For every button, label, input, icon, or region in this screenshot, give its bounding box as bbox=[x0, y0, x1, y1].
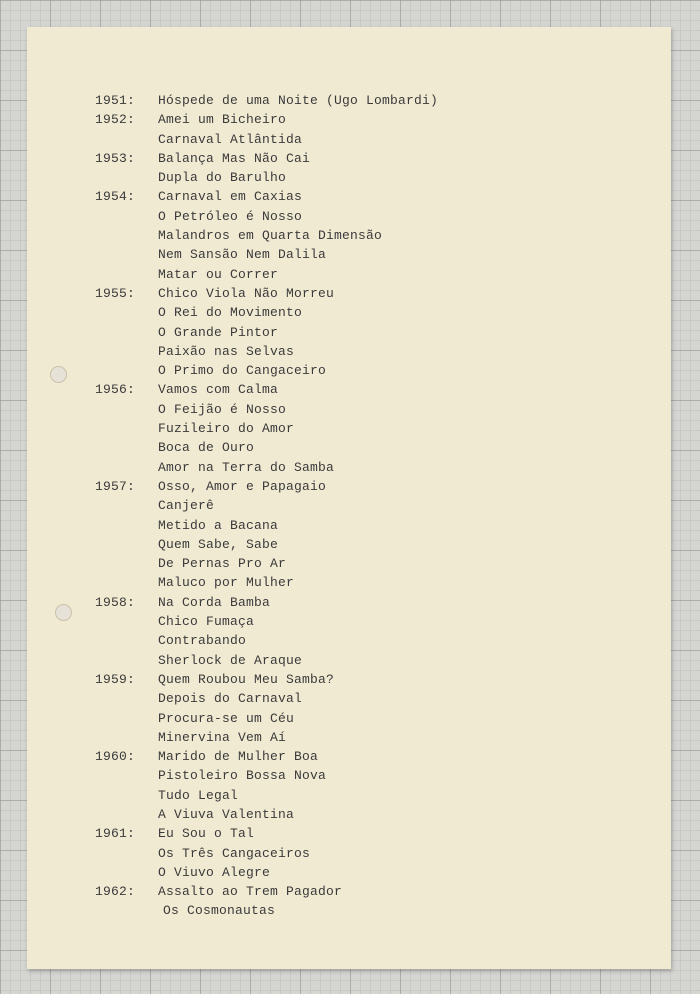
film-title: Amei um Bicheiro bbox=[158, 112, 287, 128]
list-item bbox=[27, 149, 671, 168]
list-item bbox=[27, 689, 671, 708]
film-title: Maluco por Mulher bbox=[158, 575, 295, 591]
year-label: 1960: bbox=[95, 749, 136, 765]
year-label: 1962: bbox=[95, 884, 136, 900]
year-label: 1951: bbox=[95, 93, 136, 108]
film-title: Hóspede de uma Noite (Ugo Lombardi) bbox=[158, 93, 439, 108]
list-item bbox=[27, 670, 671, 689]
film-title: Procura-se um Céu bbox=[158, 710, 295, 726]
film-title: Tudo Legal bbox=[158, 787, 239, 803]
list-item bbox=[27, 612, 671, 631]
list-item bbox=[27, 786, 671, 805]
list-item bbox=[27, 110, 671, 129]
list-item bbox=[27, 323, 671, 342]
list-item bbox=[27, 824, 671, 843]
list-item bbox=[27, 342, 671, 361]
film-title: O Grande Pintor bbox=[158, 324, 279, 340]
film-title: O Petróleo é Nosso bbox=[158, 208, 303, 224]
list-item bbox=[27, 516, 671, 535]
year-label: 1961: bbox=[95, 826, 136, 842]
list-item bbox=[27, 168, 671, 187]
list-item bbox=[27, 728, 671, 747]
list-item bbox=[27, 805, 671, 824]
year-label: 1952: bbox=[95, 112, 136, 128]
list-item bbox=[27, 400, 671, 419]
list-item bbox=[27, 651, 671, 670]
list-item bbox=[27, 573, 671, 592]
film-title: O Viuvo Alegre bbox=[158, 864, 271, 880]
film-title: Canjerê bbox=[158, 498, 215, 514]
list-item bbox=[27, 554, 671, 573]
film-title: Osso, Amor e Papagaio bbox=[158, 478, 327, 494]
filmography-list bbox=[27, 91, 671, 921]
list-item bbox=[27, 901, 671, 920]
film-title: Nem Sansão Nem Dalila bbox=[158, 247, 327, 263]
list-item bbox=[27, 207, 671, 226]
film-title: Fuzileiro do Amor bbox=[158, 421, 295, 437]
film-title: Chico Fumaça bbox=[158, 614, 255, 630]
list-item bbox=[27, 91, 671, 110]
year-label: 1953: bbox=[95, 150, 136, 166]
film-title: O Feijão é Nosso bbox=[158, 401, 287, 417]
film-title: De Pernas Pro Ar bbox=[158, 556, 287, 572]
list-item bbox=[27, 863, 671, 882]
film-title: Os Três Cangaceiros bbox=[158, 845, 311, 861]
film-title: Pistoleiro Bossa Nova bbox=[158, 768, 327, 784]
film-title: Os Cosmonautas bbox=[163, 903, 276, 919]
list-item bbox=[27, 245, 671, 264]
list-item bbox=[27, 766, 671, 785]
list-item bbox=[27, 631, 671, 650]
list-item bbox=[27, 496, 671, 515]
film-title: Eu Sou o Tal bbox=[158, 826, 255, 842]
film-title: Amor na Terra do Samba bbox=[158, 459, 335, 475]
film-title: Balança Mas Não Cai bbox=[158, 150, 311, 166]
list-item bbox=[27, 226, 671, 245]
film-title: Carnaval Atlântida bbox=[158, 131, 303, 147]
list-item bbox=[27, 380, 671, 399]
film-title: Dupla do Barulho bbox=[158, 170, 287, 186]
film-title: Assalto ao Trem Pagador bbox=[158, 884, 343, 900]
list-item bbox=[27, 187, 671, 206]
year-label: 1958: bbox=[95, 594, 136, 610]
list-item bbox=[27, 284, 671, 303]
film-title: A Viuva Valentina bbox=[158, 806, 295, 822]
list-item bbox=[27, 419, 671, 438]
list-item bbox=[27, 265, 671, 284]
film-title: Minervina Vem Aí bbox=[158, 729, 287, 745]
list-item bbox=[27, 458, 671, 477]
list-item bbox=[27, 477, 671, 496]
film-title: Marido de Mulher Boa bbox=[158, 749, 319, 765]
list-item bbox=[27, 882, 671, 901]
typed-page bbox=[27, 27, 671, 969]
list-item bbox=[27, 709, 671, 728]
list-item bbox=[27, 361, 671, 380]
list-item bbox=[27, 303, 671, 322]
year-label: 1954: bbox=[95, 189, 136, 205]
film-title: Depois do Carnaval bbox=[158, 691, 303, 707]
year-label: 1955: bbox=[95, 285, 136, 301]
film-title: Boca de Ouro bbox=[158, 440, 255, 456]
year-label: 1956: bbox=[95, 382, 136, 398]
film-title: Chico Viola Não Morreu bbox=[158, 285, 335, 301]
film-title: Malandros em Quarta Dimensão bbox=[158, 228, 383, 244]
film-title: Quem Roubou Meu Samba? bbox=[158, 671, 335, 687]
film-title: Vamos com Calma bbox=[158, 382, 279, 398]
list-item bbox=[27, 747, 671, 766]
film-title: O Rei do Movimento bbox=[158, 305, 303, 321]
film-title: O Primo do Cangaceiro bbox=[158, 363, 327, 379]
film-title: Paixão nas Selvas bbox=[158, 343, 295, 359]
year-label: 1957: bbox=[95, 478, 136, 494]
list-item bbox=[27, 438, 671, 457]
film-title: Quem Sabe, Sabe bbox=[158, 536, 279, 552]
list-item bbox=[27, 130, 671, 149]
film-title: Metido a Bacana bbox=[158, 517, 279, 533]
year-label: 1959: bbox=[95, 671, 136, 687]
list-item bbox=[27, 593, 671, 612]
film-title: Matar ou Correr bbox=[158, 266, 279, 282]
list-item bbox=[27, 844, 671, 863]
film-title: Sherlock de Araque bbox=[158, 652, 303, 668]
list-item bbox=[27, 535, 671, 554]
film-title: Contrabando bbox=[158, 633, 247, 649]
film-title: Carnaval em Caxias bbox=[158, 189, 303, 205]
film-title: Na Corda Bamba bbox=[158, 594, 271, 610]
